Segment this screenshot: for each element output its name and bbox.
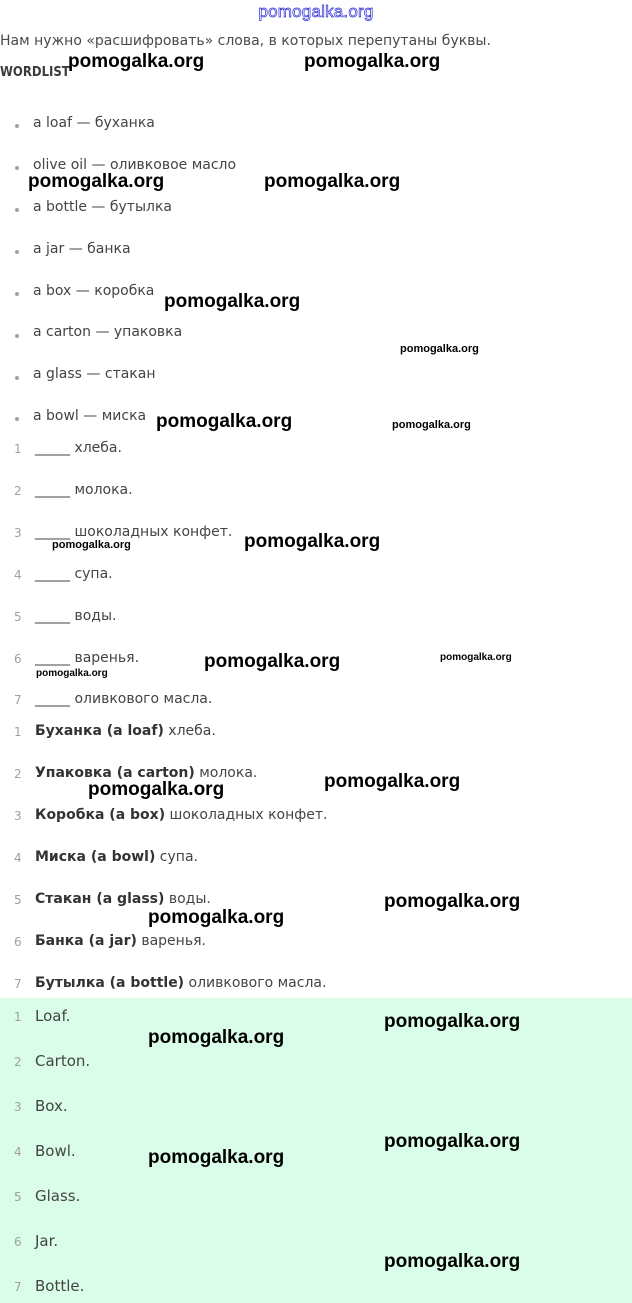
- watermark: pomogalka.org: [304, 51, 441, 72]
- watermark: pomogalka.org: [400, 343, 479, 355]
- answer-rest: оливкового масла.: [184, 975, 327, 991]
- watermark: pomogalka.org: [148, 907, 285, 928]
- answer-rest: шоколадных конфет.: [165, 807, 328, 823]
- short-answer-number: 4: [14, 1145, 22, 1159]
- watermark: pomogalka.org: [156, 411, 293, 432]
- task-line: _____ варенья.: [35, 650, 140, 666]
- wordlist-item: olive oil — оливковое масло: [33, 157, 237, 173]
- watermark: pomogalka.org: [148, 1027, 285, 1048]
- answer-rest: варенья.: [136, 933, 206, 949]
- watermark: pomogalka.org: [36, 668, 108, 679]
- task-number: 4: [14, 568, 22, 582]
- watermark: pomogalka.org: [88, 779, 225, 800]
- answer-rest: супа.: [155, 849, 198, 865]
- watermark: pomogalka.org: [392, 419, 471, 431]
- answer-bold: Коробка (a box): [35, 807, 166, 823]
- answer-number: 3: [14, 809, 22, 823]
- watermark: pomogalka.org: [68, 51, 205, 72]
- site-link[interactable]: pomogalka.org: [258, 2, 374, 21]
- answer-bold: Банка (a jar): [35, 933, 137, 949]
- watermark: pomogalka.org: [384, 891, 521, 912]
- answer-number: 4: [14, 851, 22, 865]
- task-number: 2: [14, 484, 22, 498]
- answer-number: 5: [14, 893, 22, 907]
- bullet-icon: [15, 292, 19, 296]
- answer-line: [35, 807, 327, 823]
- answer-number: 1: [14, 725, 22, 739]
- short-answer: Bowl.: [35, 1142, 76, 1160]
- short-answer-number: 3: [14, 1100, 22, 1114]
- watermark: pomogalka.org: [384, 1011, 521, 1032]
- short-answer-number: 5: [14, 1190, 22, 1204]
- short-answer: Jar.: [35, 1232, 59, 1250]
- answer-line: [35, 933, 206, 949]
- answer-bold: Миска (a bowl): [35, 849, 156, 865]
- answer-number: 7: [14, 977, 22, 991]
- answer-bold: Стакан (a glass): [35, 891, 165, 907]
- short-answer: Box.: [35, 1097, 68, 1115]
- task-line: _____ молока.: [35, 482, 133, 498]
- task-line: _____ шоколадных конфет.: [35, 524, 233, 540]
- task-number: 1: [14, 442, 22, 456]
- bullet-icon: [15, 250, 19, 254]
- bullet-icon: [15, 208, 19, 212]
- answer-bold: Упаковка (a carton): [35, 765, 195, 781]
- answer-rest: хлеба.: [163, 723, 216, 739]
- watermark: pomogalka.org: [384, 1131, 521, 1152]
- task-line: _____ воды.: [35, 608, 117, 624]
- short-answer: Bottle.: [35, 1277, 85, 1295]
- bullet-icon: [15, 376, 19, 380]
- bullet-icon: [15, 334, 19, 338]
- answer-bold: Буханка (a loaf): [35, 723, 164, 739]
- wordlist-item: a carton — упаковка: [33, 324, 183, 340]
- task-number: 7: [14, 693, 22, 707]
- wordlist-item: a loaf — буханка: [33, 115, 155, 131]
- watermark: pomogalka.org: [52, 539, 131, 551]
- wordlist-item: a bottle — бутылка: [33, 199, 172, 215]
- wordlist-heading: WORDLIST: [0, 65, 70, 80]
- watermark: pomogalka.org: [148, 1147, 285, 1168]
- intro-text: Нам нужно «расшифровать» слова, в которых перепутаны буквы.: [0, 33, 491, 49]
- watermark: pomogalka.org: [440, 652, 512, 663]
- wordlist-item: a box — коробка: [33, 283, 155, 299]
- task-line: _____ супа.: [35, 566, 113, 582]
- answer-line: [35, 891, 211, 907]
- bullet-icon: [15, 166, 19, 170]
- watermark: pomogalka.org: [204, 651, 341, 672]
- answer-bold: Бутылка (a bottle): [35, 975, 185, 991]
- task-number: 5: [14, 610, 22, 624]
- answer-line: [35, 975, 326, 991]
- short-answer-number: 2: [14, 1055, 22, 1069]
- wordlist-item: a bowl — миска: [33, 408, 147, 424]
- short-answer-number: 1: [14, 1010, 22, 1024]
- task-line: _____ оливкового масла.: [35, 691, 213, 707]
- answer-line: [35, 849, 198, 865]
- answer-number: 6: [14, 935, 22, 949]
- watermark: pomogalka.org: [244, 531, 381, 552]
- watermark: pomogalka.org: [164, 291, 301, 312]
- bullet-icon: [15, 124, 19, 128]
- task-number: 3: [14, 526, 22, 540]
- wordlist-item: a jar — банка: [33, 241, 131, 257]
- wordlist-item: a glass — стакан: [33, 366, 156, 382]
- short-answers-panel: [0, 998, 632, 1303]
- task-number: 6: [14, 652, 22, 666]
- watermark: pomogalka.org: [324, 771, 461, 792]
- task-line: _____ хлеба.: [35, 440, 122, 456]
- short-answer: Carton.: [35, 1052, 91, 1070]
- answer-rest: молока.: [194, 765, 258, 781]
- answer-rest: воды.: [164, 891, 211, 907]
- answer-line: [35, 723, 216, 739]
- answer-number: 2: [14, 767, 22, 781]
- watermark: pomogalka.org: [264, 171, 401, 192]
- watermark: pomogalka.org: [28, 171, 165, 192]
- watermark: pomogalka.org: [384, 1251, 521, 1272]
- short-answer-number: 7: [14, 1280, 22, 1294]
- short-answer: Loaf.: [35, 1007, 71, 1025]
- bullet-icon: [15, 417, 19, 421]
- short-answer-number: 6: [14, 1235, 22, 1249]
- short-answer: Glass.: [35, 1187, 81, 1205]
